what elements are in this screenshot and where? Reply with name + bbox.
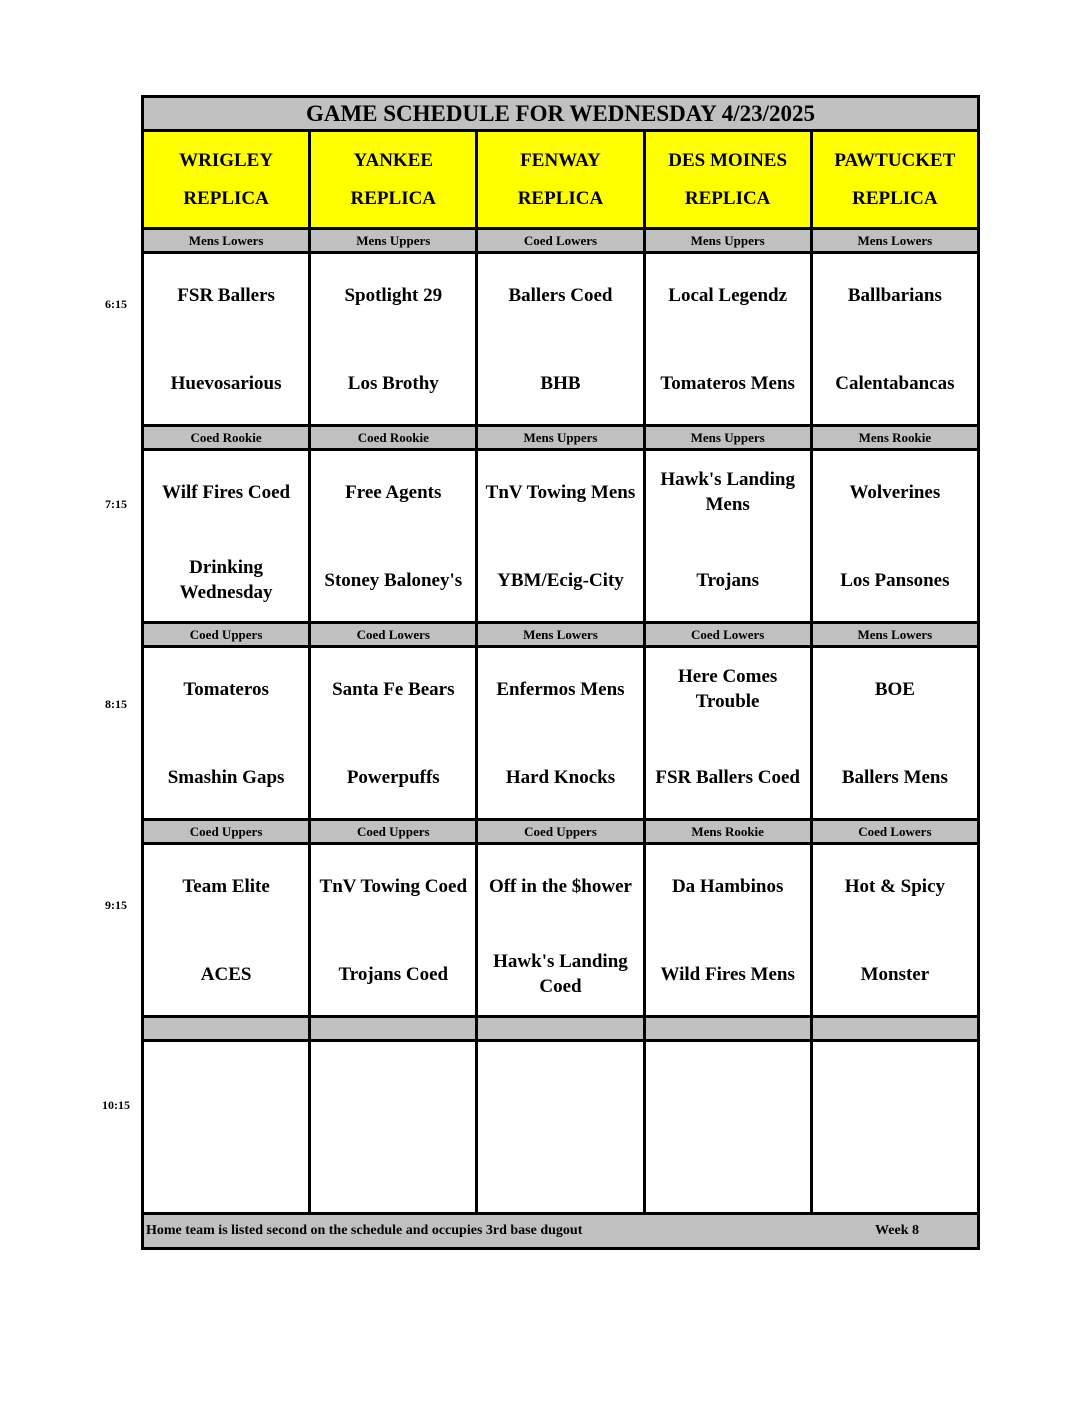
home-team: Hard Knocks (505, 766, 616, 788)
game-cell (811, 253, 978, 426)
field-sub: REPLICA (852, 187, 938, 209)
home-team: Trojans (696, 569, 759, 591)
away-team: Local Legendz (668, 284, 788, 306)
field-header-yankee (310, 131, 477, 229)
field-name: WRIGLEY (179, 149, 274, 171)
division-label: Mens Lowers (811, 229, 978, 253)
home-team: Drinking Wednesday (179, 557, 273, 603)
division-label-empty (143, 1017, 310, 1041)
field-header-wrigley (143, 131, 310, 229)
away-team: Wilf Fires Coed (162, 481, 291, 503)
division-label-empty (477, 1017, 644, 1041)
field-header-pawtucket (811, 131, 978, 229)
division-label-empty (644, 1017, 811, 1041)
time-label-7-15: 7:15 (105, 497, 127, 511)
division-label: Coed Lowers (477, 229, 644, 253)
field-name: DES MOINES (668, 149, 788, 171)
game-cell (477, 647, 644, 820)
away-team: Ballers Coed (508, 284, 613, 306)
away-team: Hawk's Landing Mens (660, 469, 795, 515)
field-header-fenway (477, 131, 644, 229)
division-label-empty (310, 1017, 477, 1041)
division-label: Mens Uppers (310, 229, 477, 253)
home-team: Ballers Mens (841, 766, 948, 788)
away-team: FSR Ballers (177, 284, 275, 306)
game-cell (644, 647, 811, 820)
field-sub: REPLICA (350, 187, 437, 209)
home-team-note: Home team is listed second on the schedule and occupies 3rd base dugout (146, 1223, 583, 1238)
time-label-6-15: 6:15 (105, 297, 127, 311)
game-cell (811, 844, 978, 1017)
field-sub: REPLICA (517, 187, 604, 209)
away-team: Off in the $hower (488, 875, 632, 897)
game-cell (310, 844, 477, 1017)
away-team: Spotlight 29 (344, 284, 443, 306)
game-cell (644, 844, 811, 1017)
home-team: Trojans Coed (338, 963, 449, 985)
game-cell (143, 844, 310, 1017)
game-cell (644, 253, 811, 426)
away-team: Da Hambinos (671, 875, 784, 897)
division-label: Mens Rookie (811, 426, 978, 450)
away-team: Team Elite (182, 875, 270, 897)
division-label: Coed Uppers (143, 820, 310, 844)
time-label-10-15: 10:15 (102, 1098, 130, 1112)
away-team: Enfermos Mens (496, 678, 625, 700)
home-team: Hawk's Landing Coed (493, 951, 628, 997)
field-name: YANKEE (353, 149, 434, 171)
division-label: Mens Uppers (477, 426, 644, 450)
away-team: Here Comes Trouble (677, 666, 778, 712)
home-team: Stoney Baloney's (324, 569, 463, 591)
game-cell (310, 253, 477, 426)
game-cell (477, 253, 644, 426)
home-team: Los Pansones (840, 569, 950, 591)
game-cell (143, 450, 310, 623)
home-team: Wild Fires Mens (660, 963, 795, 985)
time-label-8-15: 8:15 (105, 697, 127, 711)
away-team: Wolverines (849, 481, 941, 503)
game-cell-empty (811, 1041, 978, 1214)
footer-row (143, 1214, 979, 1249)
schedule-title: GAME SCHEDULE FOR WEDNESDAY 4/23/2025 (143, 97, 979, 131)
time-label-9-15: 9:15 (105, 898, 127, 912)
home-team: FSR Ballers Coed (655, 766, 800, 788)
division-label: Coed Uppers (143, 623, 310, 647)
away-team: Tomateros (183, 678, 269, 700)
game-cell (477, 450, 644, 623)
field-sub: REPLICA (183, 187, 269, 209)
home-team: Tomateros Mens (660, 372, 795, 394)
home-team: ACES (200, 963, 252, 985)
home-team: Huevosarious (170, 372, 282, 394)
field-sub: REPLICA (684, 187, 771, 209)
home-team: Monster (860, 963, 930, 985)
division-label: Mens Lowers (811, 623, 978, 647)
home-team: YBM/Ecig-City (497, 569, 624, 591)
game-cell-empty (644, 1041, 811, 1214)
division-label: Mens Uppers (644, 426, 811, 450)
division-label: Mens Uppers (644, 229, 811, 253)
game-cell (811, 450, 978, 623)
away-team: BOE (874, 678, 915, 700)
away-team: Hot & Spicy (844, 875, 946, 897)
division-label: Coed Rookie (143, 426, 310, 450)
game-cell (310, 450, 477, 623)
division-label: Mens Lowers (143, 229, 310, 253)
game-cell (644, 450, 811, 623)
schedule-table (141, 95, 980, 1250)
division-label: Mens Lowers (477, 623, 644, 647)
home-team: Smashin Gaps (167, 766, 285, 788)
division-label: Coed Uppers (310, 820, 477, 844)
away-team: Santa Fe Bears (332, 678, 455, 700)
away-team: Ballbarians (847, 284, 942, 306)
home-team: Los Brothy (347, 372, 439, 394)
division-label: Coed Rookie (310, 426, 477, 450)
week-label: Week 8 (875, 1223, 919, 1238)
division-label: Mens Rookie (644, 820, 811, 844)
field-name: PAWTUCKET (834, 149, 956, 171)
away-team: TnV Towing Coed (319, 875, 468, 897)
game-cell (811, 647, 978, 820)
home-team: BHB (540, 372, 581, 394)
game-cell (310, 647, 477, 820)
away-team: TnV Towing Mens (485, 481, 636, 503)
division-label: Coed Lowers (644, 623, 811, 647)
field-header-des-moines (644, 131, 811, 229)
game-cell (143, 647, 310, 820)
game-cell-empty (477, 1041, 644, 1214)
division-label: Coed Uppers (477, 820, 644, 844)
field-name: FENWAY (520, 149, 601, 171)
division-label-empty (811, 1017, 978, 1041)
game-cell (143, 253, 310, 426)
home-team: Calentabancas (835, 372, 955, 394)
game-cell-empty (143, 1041, 310, 1214)
home-team: Powerpuffs (346, 766, 440, 788)
division-label: Coed Lowers (310, 623, 477, 647)
division-label: Coed Lowers (811, 820, 978, 844)
game-cell (477, 844, 644, 1017)
away-team: Free Agents (345, 481, 442, 503)
game-cell-empty (310, 1041, 477, 1214)
